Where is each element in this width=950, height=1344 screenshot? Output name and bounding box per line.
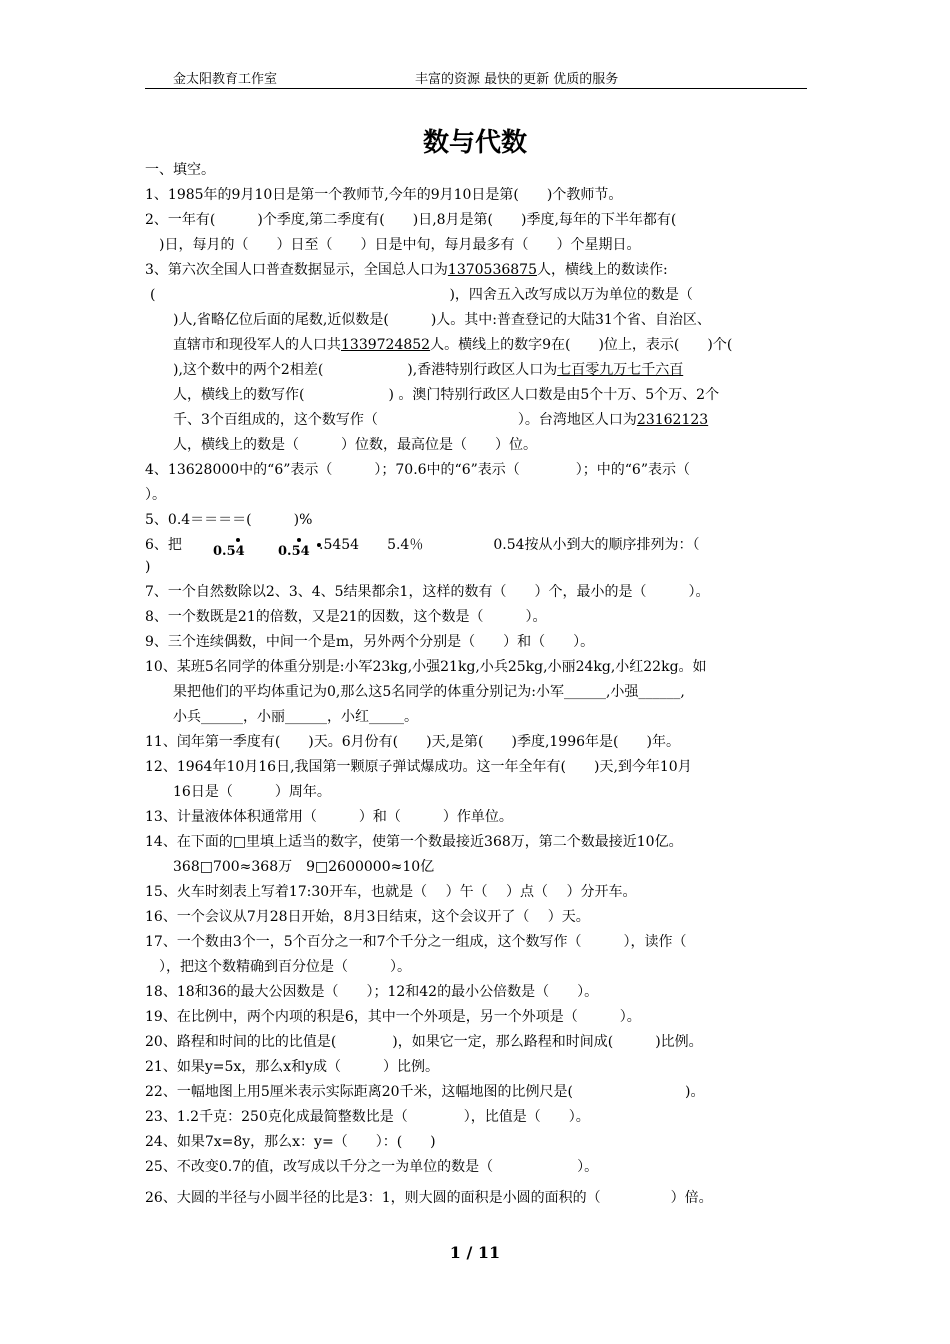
question-25: 25、不改变0.7的值，改写成以千分之一为单位的数是（ ）。 [145, 1159, 599, 1175]
question-20: 20、路程和时间的比的比值是( )，如果它一定，那么路程和时间成( )比例。 [145, 1034, 703, 1050]
q3-underlined-number: 七百零九万七千六百 [557, 362, 684, 378]
question-3-line-2: ( )，四舍五入改写成以万为单位的数是（ [150, 287, 693, 303]
page-number: 1 / 11 [449, 1243, 501, 1262]
question-4-line-2: ）。 [145, 487, 166, 503]
question-3-line-8: 人，横线上的数是（ ）位数，最高位是（ ）位。 [173, 437, 537, 453]
question-3-line-1 [145, 260, 668, 280]
question-21: 21、如果y=5x，那么x和y成（ ）比例。 [145, 1059, 440, 1075]
question-8: 8、一个数既是21的倍数，又是21的因数，这个数是（ ）。 [145, 609, 547, 625]
question-18: 18、18和36的最大公因数是（ ）；12和42的最小公倍数是（ ）。 [145, 984, 599, 1000]
question-10-line-1: 10、某班5名同学的体重分别是:小军23kg,小强21kg,小兵25kg,小丽24kg,小红22kg。如 [145, 659, 707, 675]
question-12-line-1: 12、1964年10月16日,我国第一颗原子弹试爆成功。这一年全年有( )天,到今年10月 [145, 759, 692, 775]
question-11: 11、闰年第一季度有( )天。6月份有( )天,是第( )季度,1996年是( )年。 [145, 734, 680, 750]
question-17-line-2: ），把这个数精确到百分位是（ ）。 [145, 959, 411, 975]
question-19: 19、在比例中，两个内项的积是6，其中一个外项是，另一个外项是（ ）。 [145, 1009, 641, 1025]
question-6-prefix: 6、把 [145, 537, 182, 553]
question-15: 15、火车时刻表上写着17:30开车，也就是（ ）午（ ）点（ ）分开车。 [145, 884, 637, 900]
question-12-line-2: 16日是（ ）周年。 [173, 784, 331, 800]
q3-underlined-number: 23162123 [636, 412, 709, 428]
question-5: 5、0.4＝＝＝＝( )% [145, 512, 313, 528]
repeating-dot [236, 538, 240, 542]
section-heading: 一、填空。 [145, 162, 215, 178]
repeating-decimal-1: 0.54 [213, 544, 245, 559]
question-2-line-1: 2、一年有( )个季度,第二季度有( )日,8月是第( )季度,每年的下半年都有( [145, 212, 677, 228]
q3-text: 直辖市和现役军人的人口共 [173, 337, 341, 353]
question-14-line-1: 14、在下面的□里填上适当的数字，使第一个数最接近368万，第二个数最接近10亿。 [145, 834, 683, 850]
q3-text: 3、第六次全国人口普查数据显示，全国总人口为 [145, 262, 448, 278]
q3-text: 人。横线上的数字9在( )位上，表示( )个( [430, 337, 733, 353]
repeating-dot [297, 538, 301, 542]
header-left: 金太阳教育工作室 [173, 72, 278, 87]
question-10-line-3: 小兵______，小丽______，小红_____。 [173, 709, 418, 725]
page-title: 数与代数 [422, 128, 527, 158]
question-10-line-2: 果把他们的平均体重记为0,那么这5名同学的体重分别记为:小军______,小强______, [173, 684, 685, 700]
header-center: 丰富的资源 最快的更新 优质的服务 [415, 72, 619, 87]
question-13: 13、计量液体体积通常用（ ）和（ ）作单位。 [145, 809, 513, 825]
question-6-rest: .5454 5.4％ 0.54按从小到大的顺序排列为：（ [319, 537, 700, 553]
question-9: 9、三个连续偶数，中间一个是m，另外两个分别是（ ）和（ ）。 [145, 634, 595, 650]
page-header [145, 68, 807, 89]
question-2-line-2: )日，每月的（ ）日至（ ）日是中旬，每月最多有（ ）个星期日。 [145, 237, 641, 253]
question-3-line-3: )人,省略亿位后面的尾数,近似数是( )人。其中:普查登记的大陆31个省、自治区、 [173, 312, 711, 328]
question-23: 23、1.2千克：250克化成最简整数比是（ ），比值是（ ）。 [145, 1109, 590, 1125]
question-26: 26、大圆的半径与小圆半径的比是3：1，则大圆的面积是小圆的面积的（ ）倍。 [145, 1190, 713, 1206]
q3-text: ),这个数中的两个2相差( ),香港特别行政区人口为 [173, 362, 558, 378]
question-3-line-6: 人，横线上的数写作( ) 。澳门特别行政区人口数是由5个十万、5个万、2个 [173, 387, 720, 403]
question-3-line-7 [173, 410, 708, 430]
q3-underlined-number: 1339724852 [341, 337, 431, 353]
question-3-line-5 [173, 360, 683, 380]
q3-text: 千、3个百组成的，这个数写作（ ）。台湾地区人口为 [173, 412, 637, 428]
question-22: 22、一幅地图上用5厘米表示实际距离20千米，这幅地图的比例尺是( )。 [145, 1084, 705, 1100]
question-24: 24、如果7x=8y，那么x：y=（ ）：( ) [145, 1134, 436, 1150]
question-7: 7、一个自然数除以2、3、4、5结果都余1，这样的数有（ ）个，最小的是（ ）。 [145, 584, 710, 600]
question-3-line-4 [173, 335, 732, 355]
repeating-decimal-2: 0.54 [278, 544, 310, 559]
question-14-line-2: 368□700≈368万 9□2600000≈10亿 [173, 859, 435, 875]
question-16: 16、一个会议从7月28日开始，8月3日结束，这个会议开了（ ）天。 [145, 909, 590, 925]
question-1: 1、1985年的9月10日是第一个教师节,今年的9月10日是第( )个教师节。 [145, 187, 623, 203]
question-17-line-1: 17、一个数由3个一，5个百分之一和7个千分之一组成，这个数写作（ ），读作（ [145, 934, 687, 950]
question-4-line-1: 4、13628000中的“6”表示（ ）；70.6中的“6”表示（ ）；中的“6”表示（ [145, 462, 691, 478]
question-6-line-2: ) [145, 559, 151, 575]
q3-underlined-number: 1370536875 [447, 262, 537, 278]
q3-text: 人，横线上的数读作: [536, 262, 668, 278]
